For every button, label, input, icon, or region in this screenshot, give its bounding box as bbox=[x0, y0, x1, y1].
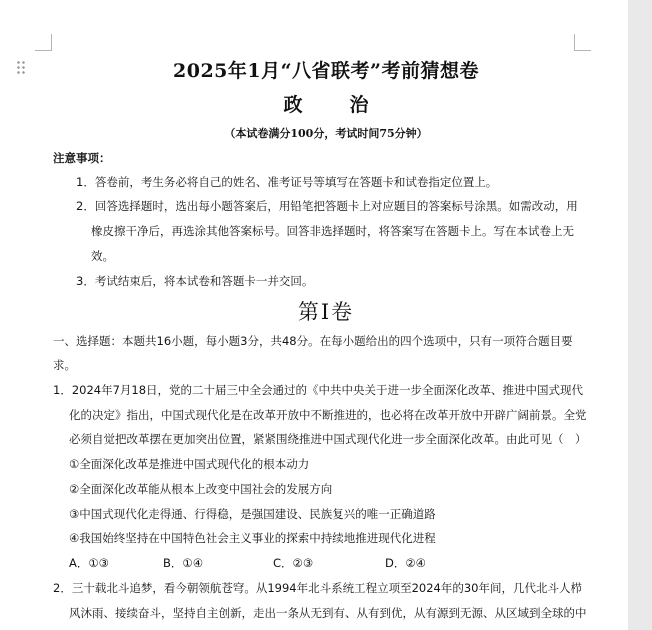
crop-mark-top-left bbox=[35, 34, 52, 51]
q1-statement: ③中国式现代化走得通、行得稳，是强国建设、民族复兴的唯一正确道路 bbox=[69, 507, 436, 521]
notes-line: 橡皮擦干净后，再选涂其他答案标号。回答非选择题时，将答案写在答题卡上。写在本试卷上无 bbox=[91, 224, 574, 238]
q2-stem: 2．三十载北斗追梦，看今朝领航苍穹。从1994年北斗系统工程立项至2024年的30年间，几代北斗人栉 bbox=[53, 581, 582, 595]
q1-option-b: B．①④ bbox=[163, 556, 204, 570]
q1-statement: ④我国始终坚持在中国特色社会主义事业的探索中持续地推进现代化进程 bbox=[69, 531, 436, 545]
notes-line: 2．回答选择题时，选出每小题答案后，用铅笔把答题卡上对应题目的答案标号涂黑。如需改动，用 bbox=[76, 199, 578, 213]
section-title: 第Ⅰ卷 bbox=[297, 300, 355, 324]
q2-stem: 风沐雨、接续奋斗，坚持自主创新，走出一条从无到有、从有到优，从有源到无源、从区域到全球的中 bbox=[69, 606, 587, 620]
section-instruction: 求。 bbox=[53, 358, 76, 372]
q1-option-c: C．②③ bbox=[273, 556, 314, 570]
q1-option-a: A．①③ bbox=[69, 556, 109, 570]
q1-statement: ①全面深化改革是推进中国式现代化的根本动力 bbox=[69, 457, 310, 471]
exam-note: （本试卷满分100分，考试时间75分钟） bbox=[224, 127, 428, 140]
q1-option-d: D．②④ bbox=[385, 556, 426, 570]
q1-stem: 化的决定》指出，中国式现代化是在改革开放中不断推进的，也必将在改革开放中开辟广阔前景。全党 bbox=[69, 408, 587, 422]
exam-title: 2025年1月“八省联考”考前猜想卷 bbox=[173, 60, 479, 82]
q1-stem: 1．2024年7月18日，党的二十届三中全会通过的《中共中央关于进一步全面深化改革、推进中国式现代 bbox=[53, 383, 584, 397]
q1-statement: ②全面深化改革能从根本上改变中国社会的发展方向 bbox=[69, 482, 333, 496]
q1-stem: 必须自觉把改革摆在更加突出位置，紧紧围绕推进中国式现代化进一步全面深化改革。由此可见（ ） bbox=[69, 432, 587, 446]
notes-line: 1．答卷前，考生务必将自己的姓名、准考证号等填写在答题卡和试卷指定位置上。 bbox=[76, 175, 498, 189]
section-instruction: 一、选择题：本题共16小题，每小题3分，共48分。在每小题给出的四个选项中，只有一项符合题目要 bbox=[53, 334, 573, 348]
exam-subject: 政 治 bbox=[283, 94, 383, 116]
crop-mark-top-right bbox=[574, 34, 591, 51]
notes-line: 效。 bbox=[91, 249, 114, 263]
notes-heading: 注意事项： bbox=[53, 151, 111, 165]
notes-line: 3．考试结束后，将本试卷和答题卡一并交回。 bbox=[76, 274, 314, 288]
